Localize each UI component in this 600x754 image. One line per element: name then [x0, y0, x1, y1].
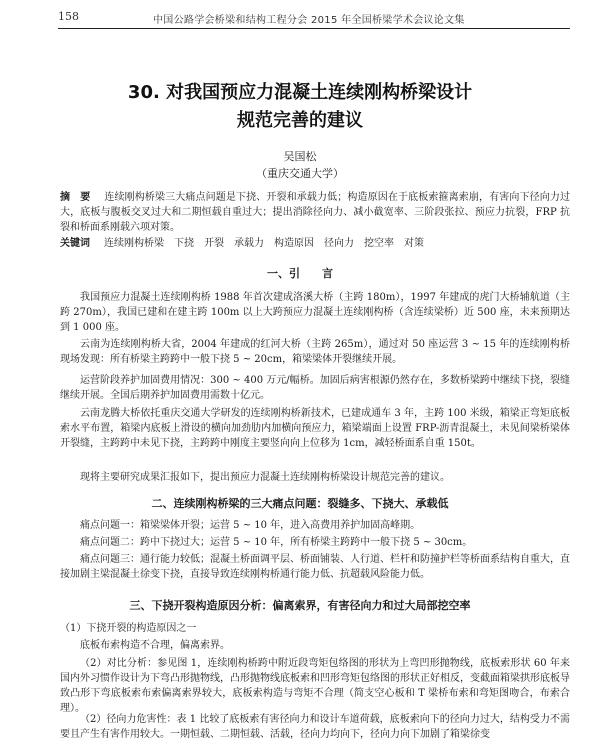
- pain-point-1: 痛点问题一：箱梁梁体开裂；运营 5 ~ 10 年，进入高费用养护加固高峰期。: [80, 520, 421, 531]
- author-name: 吴国松: [283, 150, 317, 163]
- paper-title-line2: 规范完善的建议: [237, 110, 363, 131]
- section-heading-intro: 一、引 言: [267, 267, 333, 280]
- keywords-label: 关键词: [60, 238, 90, 249]
- section-heading-analysis: 三、下挠开裂构造原因分析：偏离索界，有害径向力和过大局部挖空率: [129, 599, 471, 612]
- pain-point-2: 痛点问题二：跨中下挠过大；运营 5 ~ 10 年，所有桥梁主跨跨中一般下挠 5 ~ 30cm。: [80, 537, 473, 548]
- analysis-paragraph-2: （2）径向力危害性：表 1 比较了底板索有害径向力和设计车道荷载，底板索向下的径向力过大，结构受力不需要且产生有害作用较大。一期恒载、二期恒载、活载，径向力均向下，径向力向下加剧了箱梁徐变: [60, 714, 570, 740]
- analysis-subtext: 底板布索构造不合理，偏离索界。: [80, 640, 230, 651]
- keywords: [60, 236, 570, 251]
- pain-point-3: 痛点问题三：通行能力较低；混凝土桥面调平层、桥面铺装、人行道、栏杆和防撞护栏等桥面系结构自重大，直接加剧主梁混凝土徐变下挠，直接导致连续刚构桥通行能力低、抗超载风险能力低。: [60, 554, 570, 580]
- abstract-text: 连续刚构桥梁三大痛点问题是下挠、开裂和承载力低；构造原因在于底板索箍离索崩，有害向下径向力过大，底板与腹板交叉过大和二期恒载自重过大；提出消除径向力、减小截宽率、三阶段张拉、预应力抗裂，FRP 抗裂和桥面系刚载六项对策。: [60, 192, 570, 233]
- intro-paragraph-3: 运营阶段养护加固费用情况：300 ~ 400 万元/幅桥。加固后病害根源仍然存在，多数桥梁跨中继续下挠，裂缝继续开展。全国后期养护加固费用需数十亿元。: [60, 375, 570, 401]
- intro-paragraph-5: 现将主要研究成果汇报如下，提出预应力混凝土连续刚构桥梁设计规范完善的建议。: [80, 472, 450, 483]
- author-affiliation: （重庆交通大学）: [256, 167, 344, 180]
- intro-paragraph-4: 云南龙腾大桥依托重庆交通大学研发的连续刚构桥新技术，已建成通车 3 年，主跨 100 米级，箱梁正弯矩底板索水平布置，箱梁内底板上滑设的横向加劲肋内加横向预应力，箱梁端面上设置 FRP-沥青混凝土，未见间梁桥梁体开裂缝，主跨跨中未见下挠，主跨跨中刚度主要竖向向上位移为 1cm，减轻桥面系自重 150t。: [60, 408, 570, 449]
- intro-paragraph-2: 云南为连续刚构桥大省，2004 年建成的红河大桥（主跨 265m），通过对 50 座运营 3 ~ 15 年的连续刚构桥现场发现：所有桥梁主跨跨中一般下挠 5 ~ 20cm，箱梁梁体开裂继续开展。: [60, 339, 570, 365]
- analysis-subheading: （1）下挠开裂的构造原因之一: [60, 623, 197, 634]
- journal-title: 中国公路学会桥梁和结构工程分会 2015 年全国桥梁学术会议论文集: [153, 15, 465, 26]
- header-rule: [58, 28, 570, 29]
- paper-title-line1: 30. 对我国预应力混凝土连续刚构桥梁设计: [127, 82, 473, 103]
- running-header: [58, 10, 570, 26]
- intro-paragraph-1: 我国预应力混凝土连续刚构桥 1988 年首次建成洛溪大桥（主跨 180m），1997 年建成的虎门大桥辅航道（主跨 270m），我国已建和在建主跨 100m 以上大跨预应力混凝土连续刚构桥（含连续梁桥）近 500 座，未来预期达到 1 000 座。: [60, 292, 570, 333]
- abstract: [60, 190, 570, 235]
- section-heading-pain-points: 二、连续刚构桥梁的三大痛点问题：裂缝多、下挠大、承载低: [151, 497, 449, 510]
- abstract-label: 摘 要: [60, 192, 91, 203]
- keywords-text: 连续刚构桥梁 下挠 开裂 承载力 构造原因 径向力 挖空率 对策: [104, 238, 424, 249]
- analysis-paragraph-1: （2）对比分析：参见图 1，连续刚构桥跨中附近段弯矩包络图的形状为上弯凹形抛物线，底板索形状 60 年来国内外习惯作设计为下弯凸形抛物线，凸形抛物线底板索和凹形弯矩包络图的形状正好相反，变截面箱梁拱形底板导致凸形下弯底板索布索偏离索界较大，底板索构造与弯矩不合理（简支空心板和 T 梁桥布索和弯矩图吻合，布索合理）。: [60, 658, 570, 714]
- page-number: 158: [58, 10, 79, 23]
